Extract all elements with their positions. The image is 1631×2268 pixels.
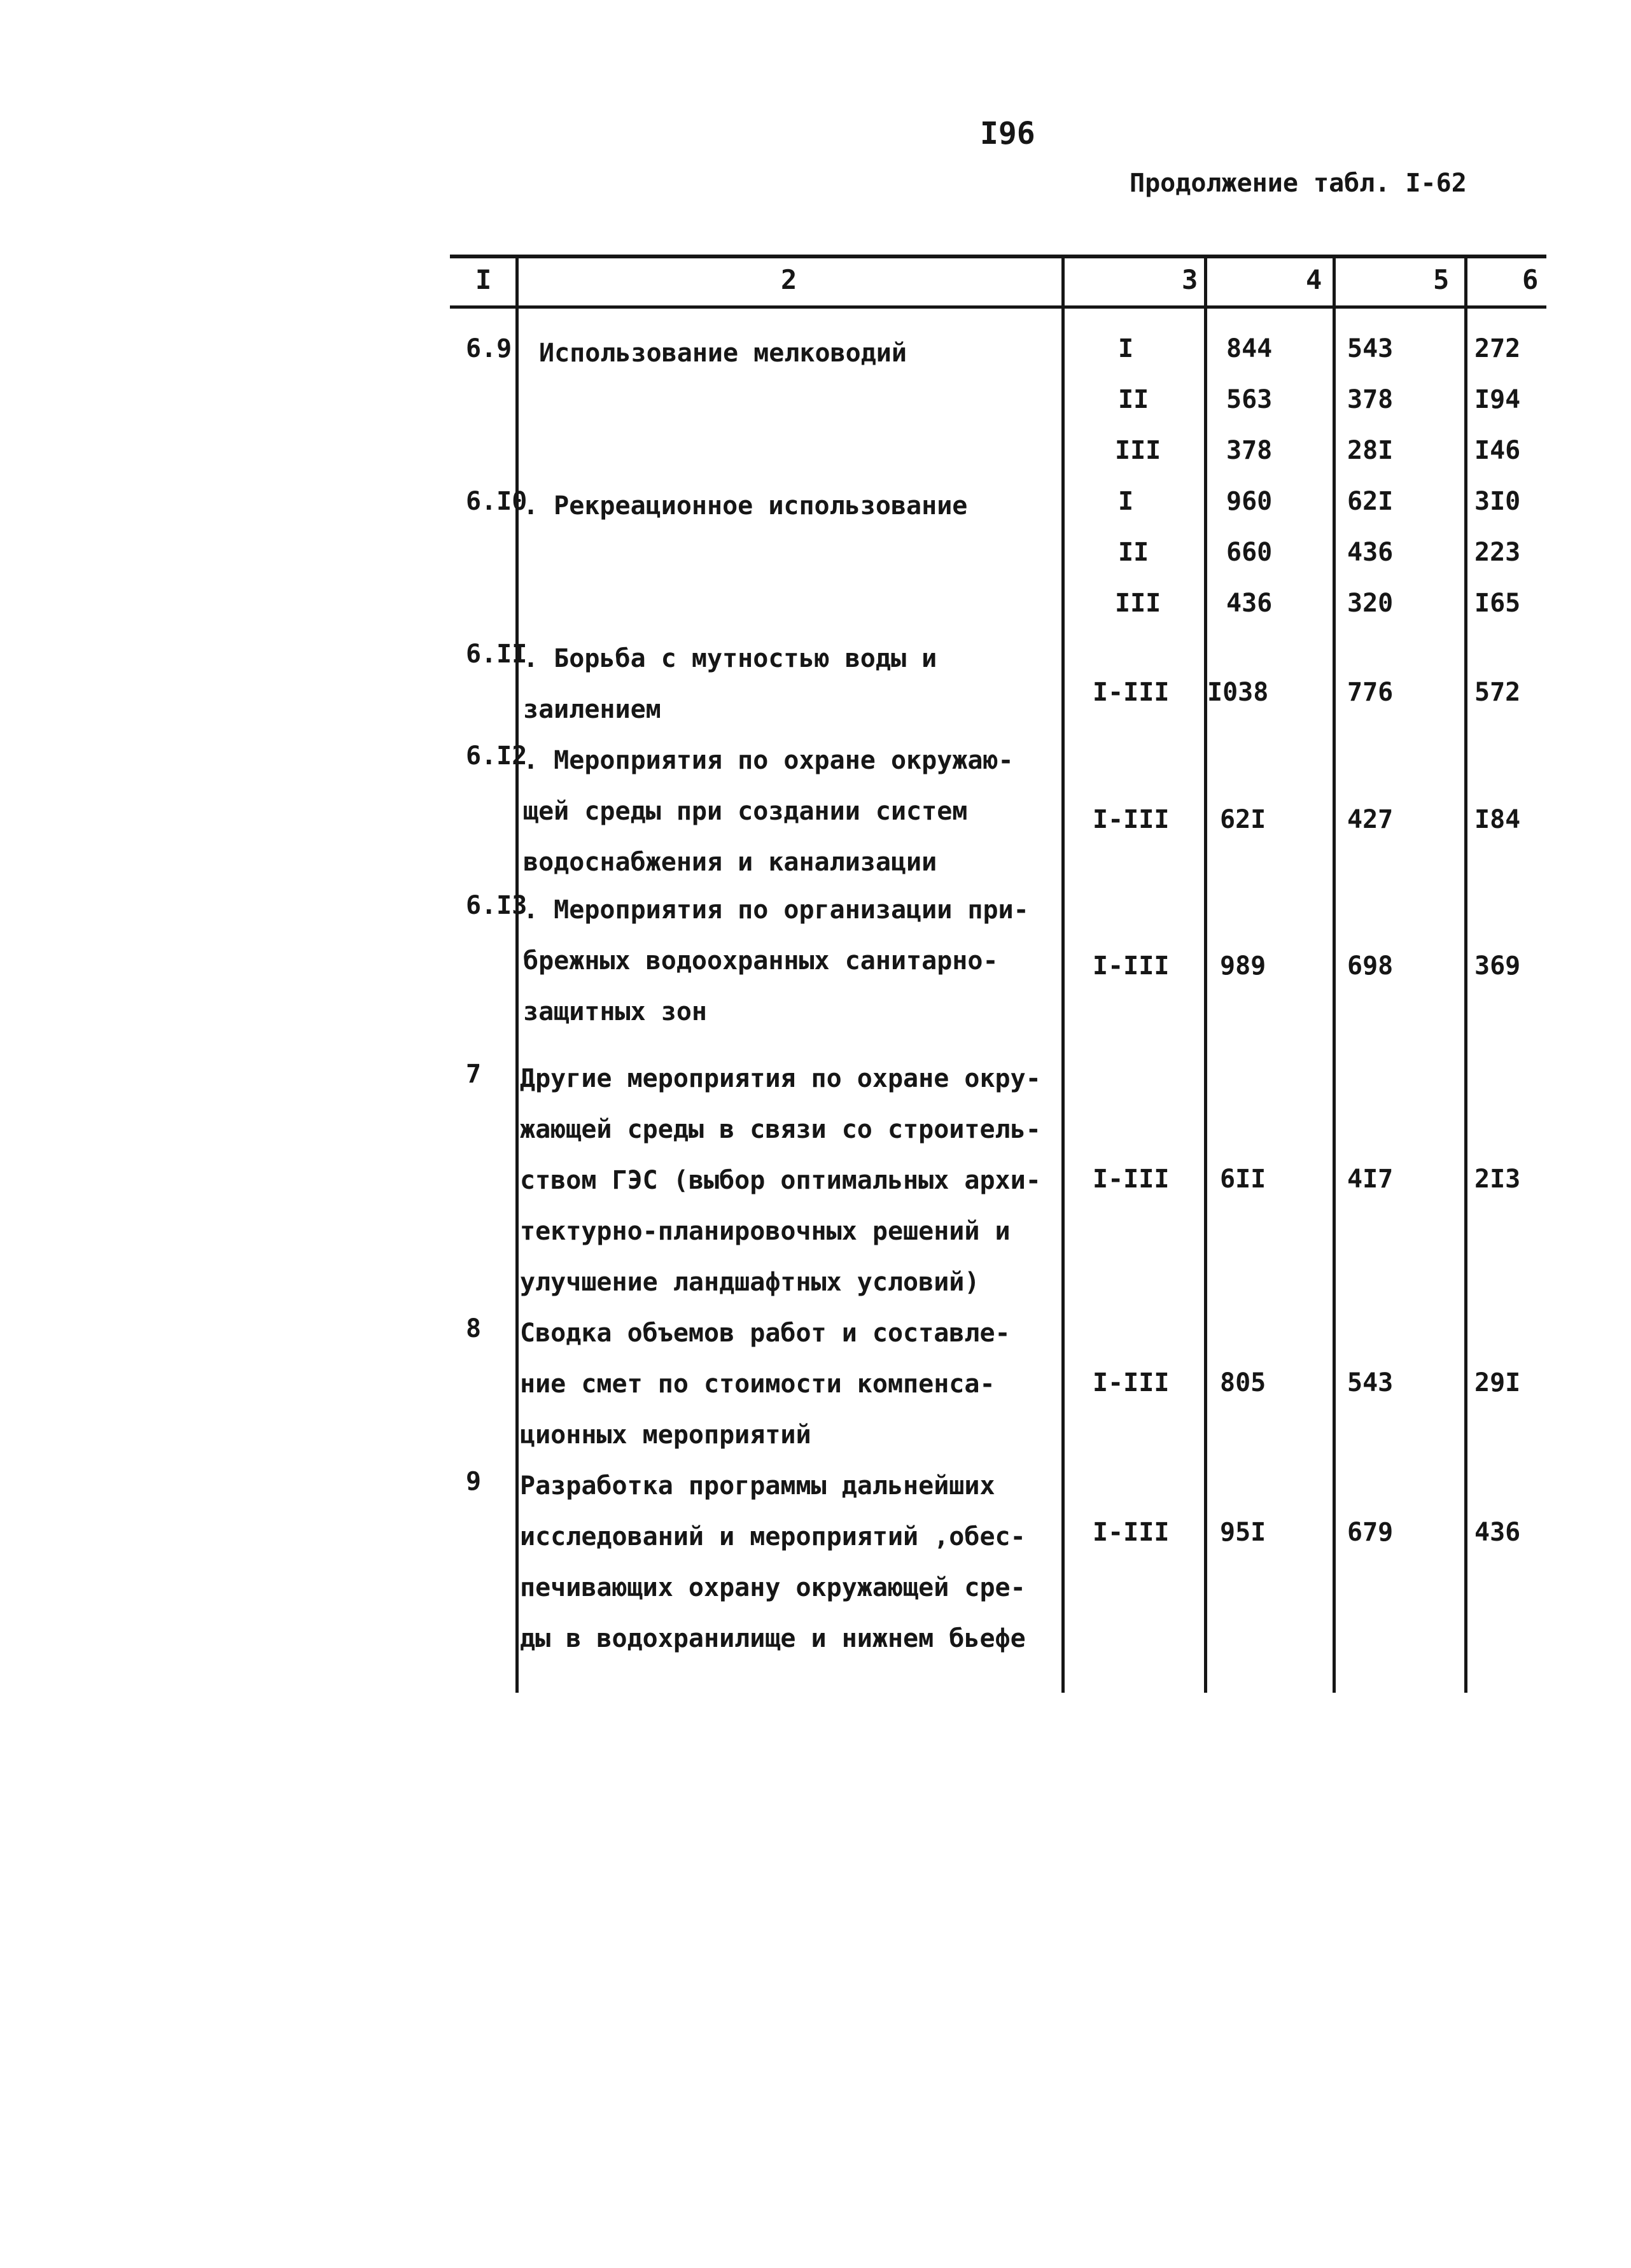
col5-cell: 378 (1347, 385, 1394, 414)
description-line: Сводка объемов работ и составле- (520, 1319, 1011, 1348)
col4-cell: 660 (1226, 538, 1273, 567)
col6-cell: 572 (1474, 678, 1521, 707)
col5-cell: 543 (1347, 334, 1394, 363)
header-col-2: 2 (781, 264, 797, 295)
row-number: 6.I0 (466, 487, 528, 516)
header-col-6: 6 (1522, 264, 1539, 295)
description-line: Разработка программы дальнейших (520, 1471, 995, 1501)
description-line: Использование мелководий (539, 339, 907, 368)
description-line: улучшение ландшафтных условий) (520, 1268, 980, 1297)
column-divider-5 (1464, 255, 1467, 1693)
header-col-3: 3 (1182, 264, 1198, 295)
row-description (520, 1308, 1011, 1460)
row-number: 7 (466, 1060, 482, 1089)
category-cell: II (1118, 538, 1149, 567)
row-number: 6.I3 (466, 891, 528, 920)
col4-cell: 805 (1220, 1368, 1266, 1397)
description-line: брежных водоохранных санитарно- (523, 946, 998, 976)
description-line: жающей среды в связи со строитель- (520, 1115, 1041, 1144)
category-cell: I-III (1093, 1368, 1170, 1397)
row-number: 6.II (466, 640, 528, 669)
category-cell: III (1115, 589, 1161, 618)
col6-cell: 223 (1474, 538, 1521, 567)
category-cell: I-III (1093, 1165, 1170, 1194)
col6-cell: 436 (1474, 1518, 1521, 1547)
col5-cell: 62I (1347, 487, 1394, 516)
col4-cell: 436 (1226, 589, 1273, 618)
description-line: ние смет по стоимости компенса- (520, 1369, 995, 1399)
row-description (520, 1053, 1041, 1308)
header-col-4: 4 (1306, 264, 1322, 295)
description-line: . Мероприятия по организации при- (523, 895, 1029, 925)
description-line: заилением (523, 695, 661, 724)
category-cell: I (1118, 334, 1134, 363)
col6-cell: 369 (1474, 951, 1521, 981)
description-line: . Мероприятия по охране окружаю- (523, 746, 1014, 775)
row-description (523, 885, 1029, 1037)
row-description (539, 334, 907, 372)
col5-cell: 543 (1347, 1368, 1394, 1397)
col6-cell: I94 (1474, 385, 1521, 414)
column-divider-1 (515, 255, 519, 1693)
col4-cell: 95I (1220, 1518, 1266, 1547)
top-rule (450, 255, 1546, 258)
header-col-5: 5 (1433, 264, 1450, 295)
category-cell: III (1115, 436, 1161, 465)
description-line: щей среды при создании систем (523, 797, 968, 826)
description-line: ством ГЭС (выбор оптимальных архи- (520, 1166, 1041, 1195)
description-line: . Рекреационное использование (523, 491, 968, 521)
category-cell: I-III (1093, 678, 1170, 707)
col5-cell: 28I (1347, 436, 1394, 465)
description-line: водоснабжения и канализации (523, 848, 937, 877)
category-cell: II (1118, 385, 1149, 414)
col6-cell: 272 (1474, 334, 1521, 363)
description-line: Другие мероприятия по охране окру- (520, 1064, 1041, 1093)
description-line: исследований и мероприятий ,обес- (520, 1522, 1026, 1551)
data-table (450, 255, 1546, 1693)
category-cell: I (1118, 487, 1134, 516)
row-number: 6.9 (466, 334, 512, 363)
page-number: I96 (980, 116, 1035, 151)
col4-cell: 6II (1220, 1165, 1266, 1194)
col5-cell: 436 (1347, 538, 1394, 567)
col5-cell: 776 (1347, 678, 1394, 707)
description-line: защитных зон (523, 997, 707, 1026)
column-divider-3 (1204, 255, 1207, 1693)
col4-cell: I038 (1207, 678, 1269, 707)
col6-cell: 2I3 (1474, 1165, 1521, 1194)
col5-cell: 698 (1347, 951, 1394, 981)
col4-cell: 989 (1220, 951, 1266, 981)
row-description (523, 487, 967, 525)
col4-cell: 844 (1226, 334, 1273, 363)
col5-cell: 427 (1347, 805, 1394, 834)
description-line: печивающих охрану окружающей сре- (520, 1573, 1026, 1602)
row-description (523, 633, 937, 735)
category-cell: I-III (1093, 805, 1170, 834)
col5-cell: 679 (1347, 1518, 1394, 1547)
column-divider-2 (1061, 255, 1065, 1693)
description-line: ды в водохранилище и нижнем бьефе (520, 1624, 1026, 1653)
col4-cell: 62I (1220, 805, 1266, 834)
category-cell: I-III (1093, 951, 1170, 981)
col4-cell: 378 (1226, 436, 1273, 465)
col6-cell: I65 (1474, 589, 1521, 618)
col5-cell: 4I7 (1347, 1165, 1394, 1194)
row-number: 8 (466, 1314, 482, 1343)
row-number: 9 (466, 1467, 482, 1496)
col4-cell: 563 (1226, 385, 1273, 414)
col6-cell: I46 (1474, 436, 1521, 465)
row-description (520, 1460, 1026, 1664)
row-description (523, 735, 1014, 888)
col6-cell: 3I0 (1474, 487, 1521, 516)
category-cell: I-III (1093, 1518, 1170, 1547)
col5-cell: 320 (1347, 589, 1394, 618)
col6-cell: 29I (1474, 1368, 1521, 1397)
column-divider-4 (1333, 255, 1336, 1693)
col6-cell: I84 (1474, 805, 1521, 834)
description-line: тектурно-планировочных решений и (520, 1217, 1011, 1246)
description-line: . Борьба с мутностью воды и (523, 644, 937, 673)
description-line: ционных мероприятий (520, 1420, 811, 1450)
header-bottom-rule (450, 305, 1546, 309)
row-number: 6.I2 (466, 741, 528, 771)
table-continuation-caption: Продолжение табл. I-62 (1130, 169, 1467, 198)
header-col-1: I (475, 264, 492, 295)
col4-cell: 960 (1226, 487, 1273, 516)
